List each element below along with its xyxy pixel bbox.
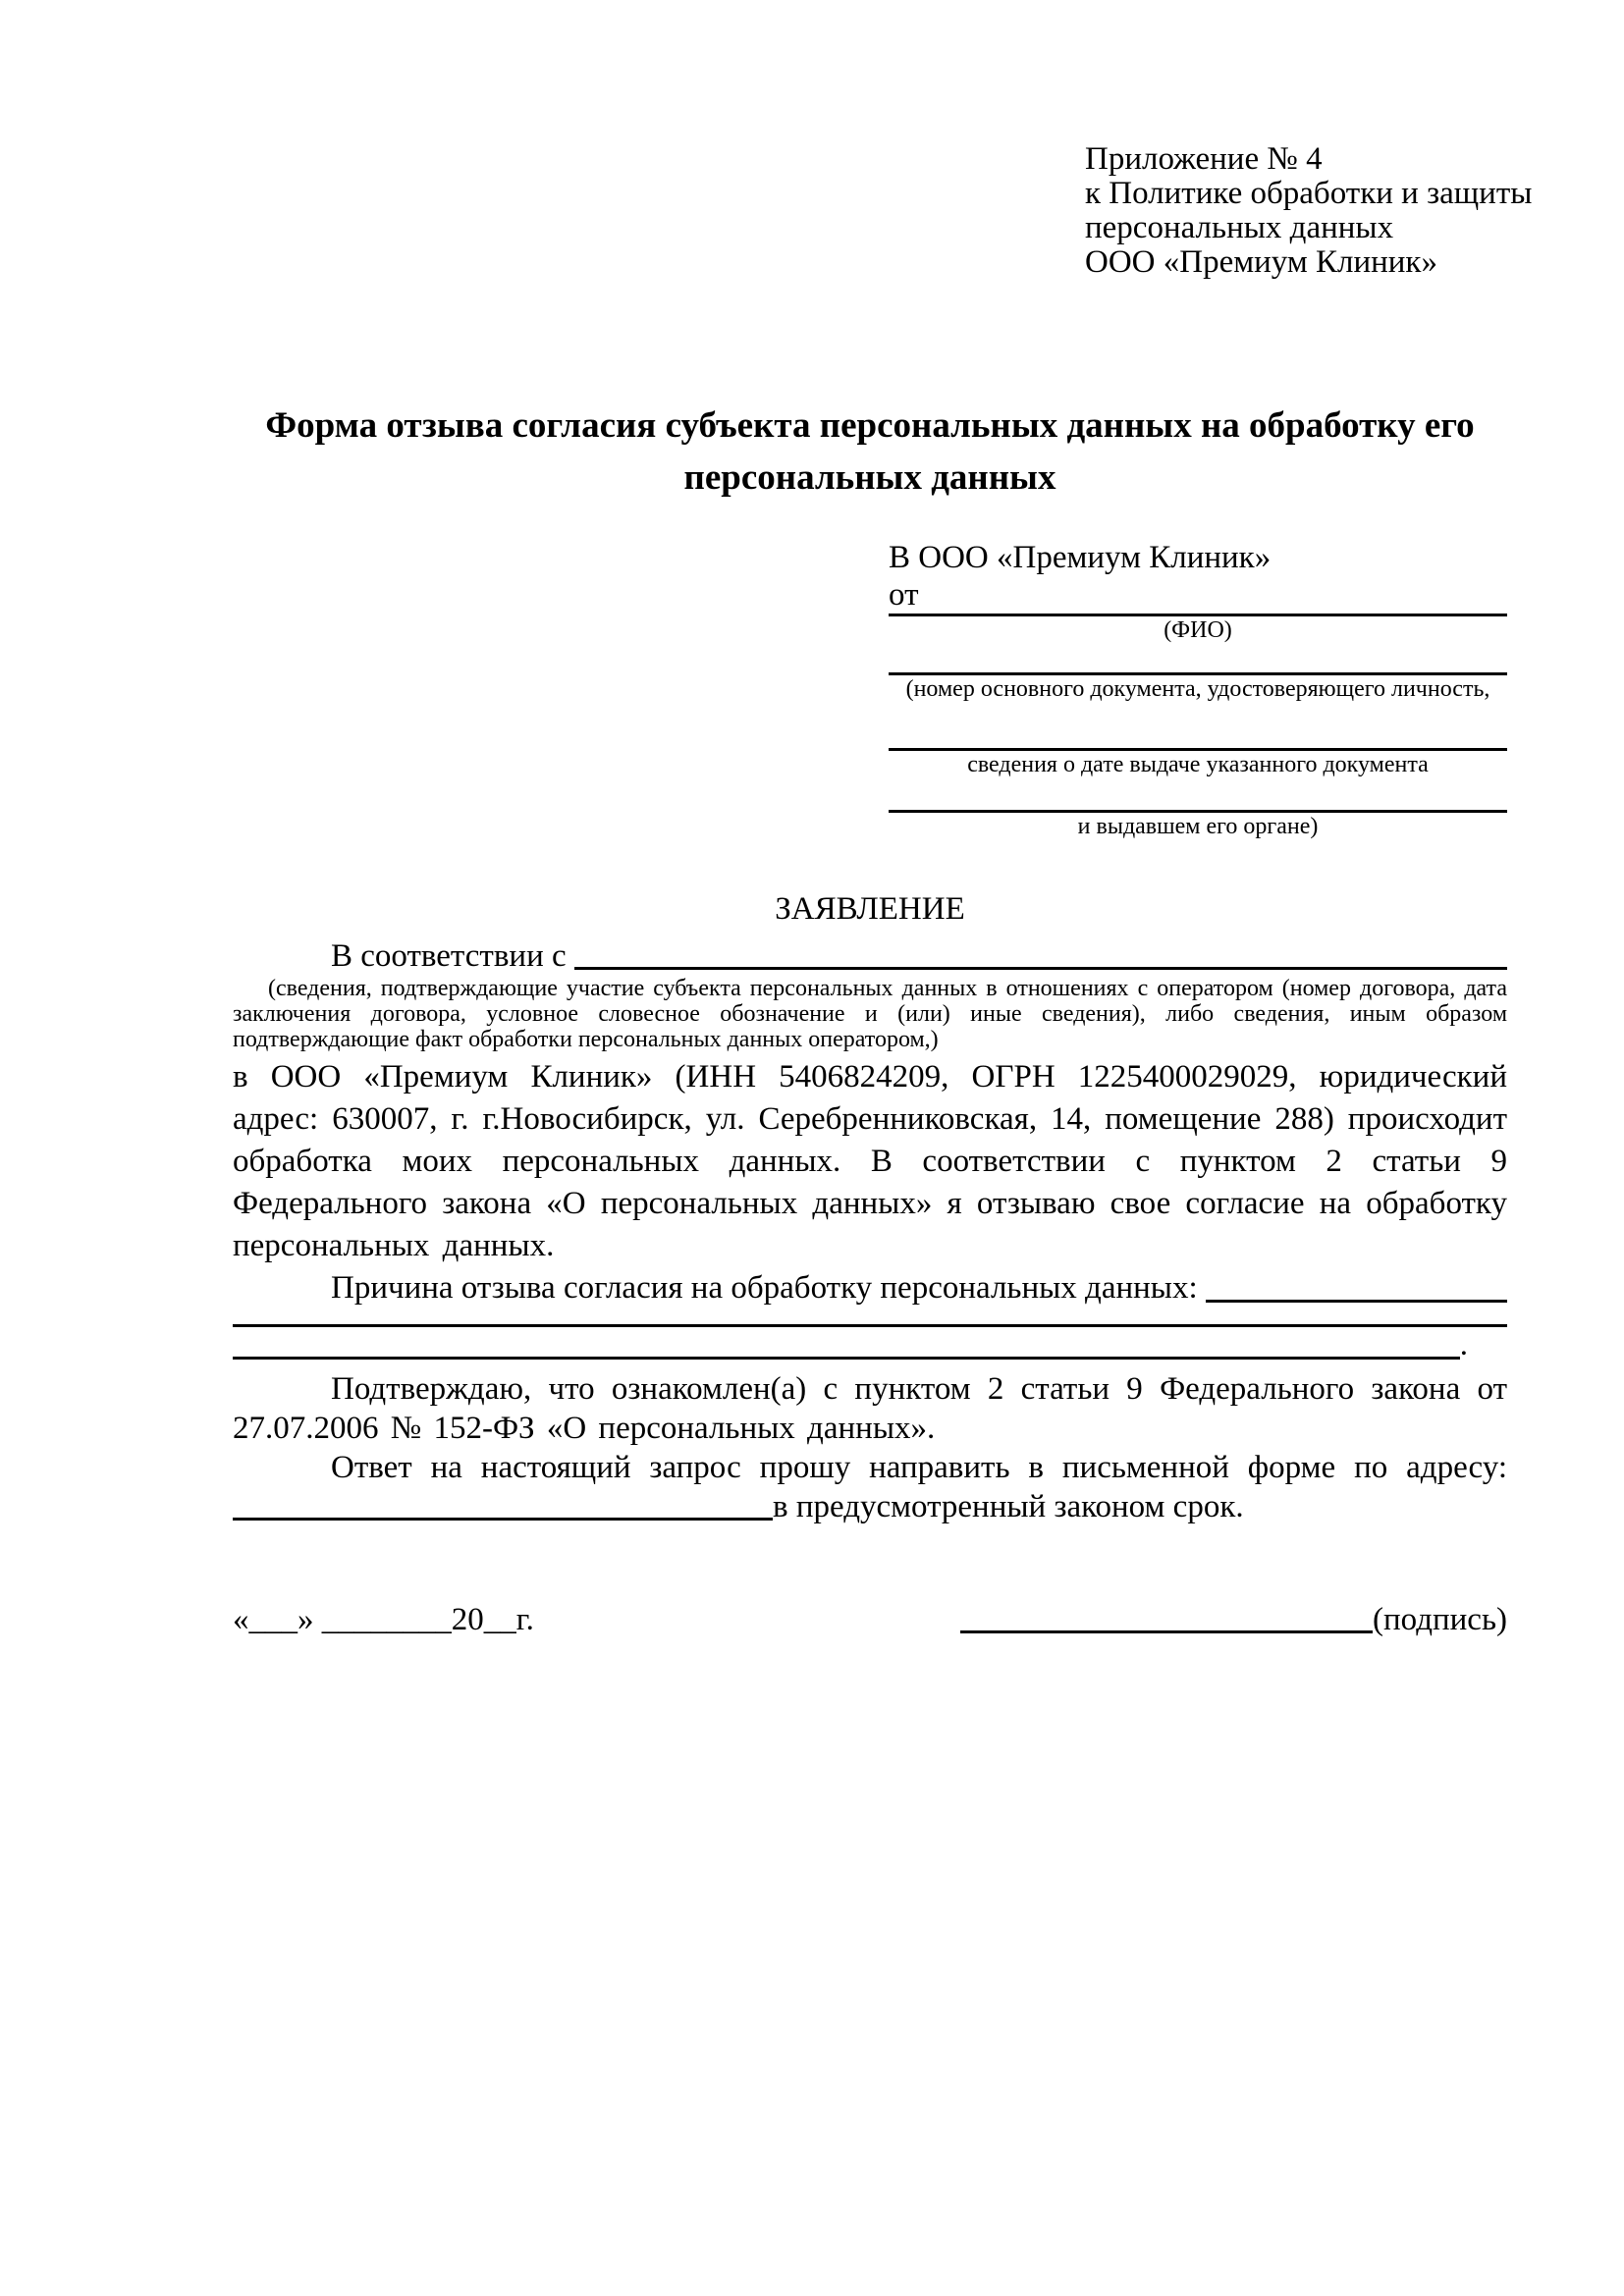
reason-row — [233, 1267, 1507, 1308]
reason-label: Причина отзыва согласия на обработку персональных данных: — [331, 1270, 1198, 1306]
signature-group — [960, 1600, 1507, 1639]
addressee-to: В ООО «Премиум Клиник» — [889, 540, 1272, 575]
intro-blank-line — [574, 967, 1507, 970]
footer-row — [233, 1600, 1507, 1639]
issue-date-blank-line — [889, 703, 1507, 751]
header-note — [1085, 141, 1533, 280]
issuer-caption: и выдавшем его органе) — [1077, 814, 1319, 839]
issue-date-caption: сведения о дате выдаче указанного документа — [967, 752, 1429, 777]
doc-number-caption: (номер основного документа, удостоверяющего личность, — [905, 676, 1490, 702]
header-note-line: Приложение № 4 — [1085, 141, 1323, 177]
reason-blank-line-3 — [233, 1327, 1507, 1360]
reply-row — [233, 1487, 1507, 1526]
reply-address-blank-line — [233, 1518, 773, 1521]
blank-line-period: . — [1459, 1327, 1468, 1362]
doc-number-blank-line — [889, 644, 1507, 675]
intro-label: В соответствии с — [331, 938, 567, 974]
addressee-from-label: от — [889, 576, 1507, 616]
reason-blank-line-2 — [233, 1308, 1507, 1327]
header-note-line: персональных данных — [1085, 210, 1394, 245]
reply-paragraph: Ответ на настоящий запрос прошу направить в письменной форме по адресу: — [331, 1450, 1507, 1485]
date-blank: «___» ________20__г. — [233, 1602, 534, 1637]
body-paragraph: в ООО «Премиум Клиник» (ИНН 5406824209, ОГРН 1225400029029, юридический адрес: 630007, г. г.Новосибирск, ул. Серебренниковская, 14, помещение 288) происходит обработка моих персональных данных. В соответствии с пунктом 2 статьи 9 Федерального закона «О персональных данных» я отзываю свое согласие на обработку персональных данных. — [233, 1059, 1507, 1263]
statement-heading: ЗАЯВЛЕНИЕ — [775, 891, 965, 927]
reason-blank-line — [1206, 1300, 1507, 1303]
document-title: Форма отзыва согласия субъекта персональных данных на обработку его персональных данных — [265, 405, 1475, 498]
addressee-block — [889, 539, 1507, 840]
confirm-paragraph: Подтверждаю, что ознакомлен(а) с пунктом 2 статьи 9 Федерального закона от 27.07.2006 № 152-ФЗ «О персональных данных». — [233, 1371, 1507, 1446]
intro-note: (сведения, подтверждающие участие субъекта персональных данных в отношениях с оператором (номер договора, дата заключения договора, условное словесное обозначение и (или) иные сведения), либо сведения, иным образом подтверждающие факт обработки персональных данных оператором,) — [233, 976, 1507, 1052]
intro-row — [233, 936, 1507, 976]
reason-blank-line-3-rule — [233, 1357, 1460, 1360]
signature-line — [960, 1630, 1373, 1633]
fio-caption: (ФИО) — [1164, 617, 1232, 643]
header-note-line: к Политике обработки и защиты — [1085, 176, 1533, 211]
header-note-line: ООО «Премиум Клиник» — [1085, 244, 1437, 280]
issuer-blank-line — [889, 778, 1507, 813]
reply-tail: в предусмотренный законом срок. — [773, 1489, 1244, 1524]
signature-caption: (подпись) — [1373, 1602, 1507, 1637]
